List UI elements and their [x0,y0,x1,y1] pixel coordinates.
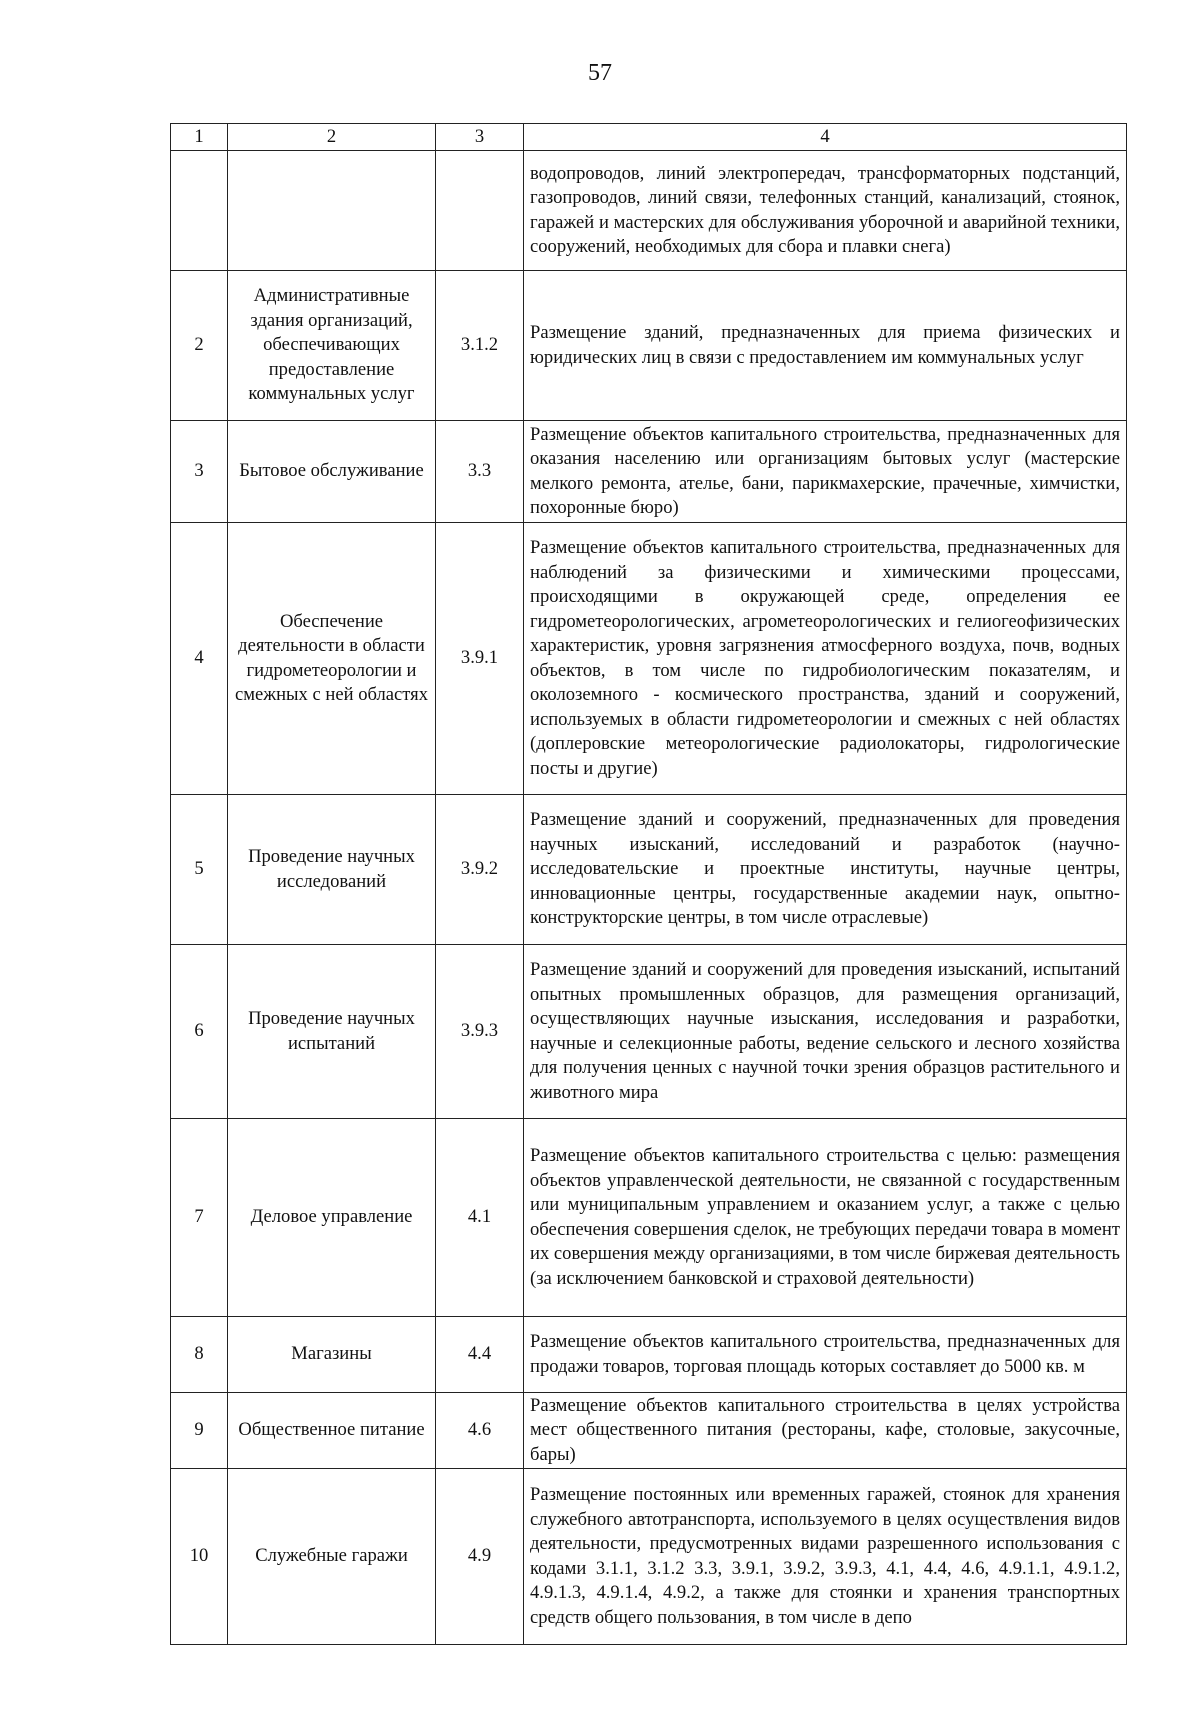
header-cell-2: 2 [228,124,436,151]
table-row [171,795,1127,945]
row-code [436,151,524,271]
row-number: 10 [171,1469,228,1645]
row-description: Размещение зданий и сооружений для проведения изысканий, испытаний опытных промышленных образцов, для размещения организаций, осуществляющих научные изыскания, исследования и разработки, научные и селекционные работы, ведение сельского и лесного хозяйства для получения ценных с научной точки зрения образцов растительного и животного мира [524,945,1127,1119]
table-row [171,945,1127,1119]
row-name: Обеспечение деятельности в области гидрометеорологии и смежных с ней областях [228,523,436,795]
row-name: Проведение научных испытаний [228,945,436,1119]
row-name: Бытовое обслуживание [228,421,436,523]
row-code: 3.9.3 [436,945,524,1119]
page-number: 57 [588,60,612,86]
row-name: Служебные гаражи [228,1469,436,1645]
row-description: Размещение объектов капитального строительства, предназначенных для оказания населению или организациям бытовых услуг (мастерские мелкого ремонта, ателье, бани, парикмахерские, прачечные, химчистки, похоронные бюро) [524,421,1127,523]
row-number: 5 [171,795,228,945]
table-row [171,1317,1127,1393]
row-description: Размещение объектов капитального строительства с целью: размещения объектов управленческой деятельности, не связанной с государственным или муниципальным управлением и оказанием услуг, а также с целью обеспечения совершения сделок, не требующих передачи товара в момент их совершения между организациями, в том числе биржевая деятельность (за исключением банковской и страховой деятельности) [524,1119,1127,1317]
row-number: 2 [171,271,228,421]
row-number: 9 [171,1393,228,1469]
table-row [171,421,1127,523]
table-row [171,151,1127,271]
row-code: 3.1.2 [436,271,524,421]
row-number: 7 [171,1119,228,1317]
table-row [171,1119,1127,1317]
row-number: 3 [171,421,228,523]
table-row [171,1469,1127,1645]
row-name: Общественное питание [228,1393,436,1469]
table-row [171,271,1127,421]
row-description: Размещение объектов капитального строительства в целях устройства мест общественного питания (рестораны, кафе, столовые, закусочные, бары) [524,1393,1127,1469]
row-description: Размещение зданий, предназначенных для приема физических и юридических лиц в связи с предоставлением им коммунальных услуг [524,271,1127,421]
row-description: Размещение зданий и сооружений, предназначенных для проведения научных изысканий, исследований и разработок (научно-исследовательские и проектные институты, научные центры, инновационные центры, государственные академии наук, опытно-конструкторские центры, в том числе отраслевые) [524,795,1127,945]
row-code: 4.9 [436,1469,524,1645]
table-row [171,1393,1127,1469]
row-name: Деловое управление [228,1119,436,1317]
row-code: 3.3 [436,421,524,523]
row-code: 4.4 [436,1317,524,1393]
row-description: Размещение объектов капитального строительства, предназначенных для продажи товаров, торговая площадь которых составляет до 5000 кв. м [524,1317,1127,1393]
land-use-table [170,123,1127,1645]
table-row [171,523,1127,795]
row-number: 4 [171,523,228,795]
row-code: 3.9.2 [436,795,524,945]
row-code: 3.9.1 [436,523,524,795]
row-description: Размещение объектов капитального строительства, предназначенных для наблюдений за физическими и химическими процессами, происходящими в окружающей среде, определения ее гидрометеорологических, агрометеорологических и гелиогеофизических характеристик, уровня загрязнения атмосферного воздуха, почв, водных объектов, в том числе по гидробиологическим показателям, и околоземного - космического пространства, зданий и сооружений, используемых в области гидрометеорологии и смежных с ней областях (доплеровские метеорологические радиолокаторы, гидрологические посты и другие) [524,523,1127,795]
row-name: Магазины [228,1317,436,1393]
row-code: 4.6 [436,1393,524,1469]
row-number: 6 [171,945,228,1119]
row-number [171,151,228,271]
row-name: Проведение научных исследований [228,795,436,945]
row-description: Размещение постоянных или временных гаражей, стоянок для хранения служебного автотранспорта, используемого в целях осуществления видов деятельности, предусмотренных видами разрешенного использования с кодами 3.1.1, 3.1.2 3.3, 3.9.1, 3.9.2, 3.9.3, 4.1, 4.4, 4.6, 4.9.1.1, 4.9.1.2, 4.9.1.3, 4.9.1.4, 4.9.2, а также для стоянки и хранения транспортных средств общего пользования, в том числе в депо [524,1469,1127,1645]
row-name: Административные здания организаций, обеспечивающих предоставление коммунальных услуг [228,271,436,421]
table-header-row [171,124,1127,151]
row-description: водопроводов, линий электропередач, трансформаторных подстанций, газопроводов, линий связи, телефонных станций, канализаций, стоянок, гаражей и мастерских для обслуживания уборочной и аварийной техники, сооружений, необходимых для сбора и плавки снега) [524,151,1127,271]
row-number: 8 [171,1317,228,1393]
header-cell-4: 4 [524,124,1127,151]
row-name [228,151,436,271]
header-cell-3: 3 [436,124,524,151]
row-code: 4.1 [436,1119,524,1317]
header-cell-1: 1 [171,124,228,151]
